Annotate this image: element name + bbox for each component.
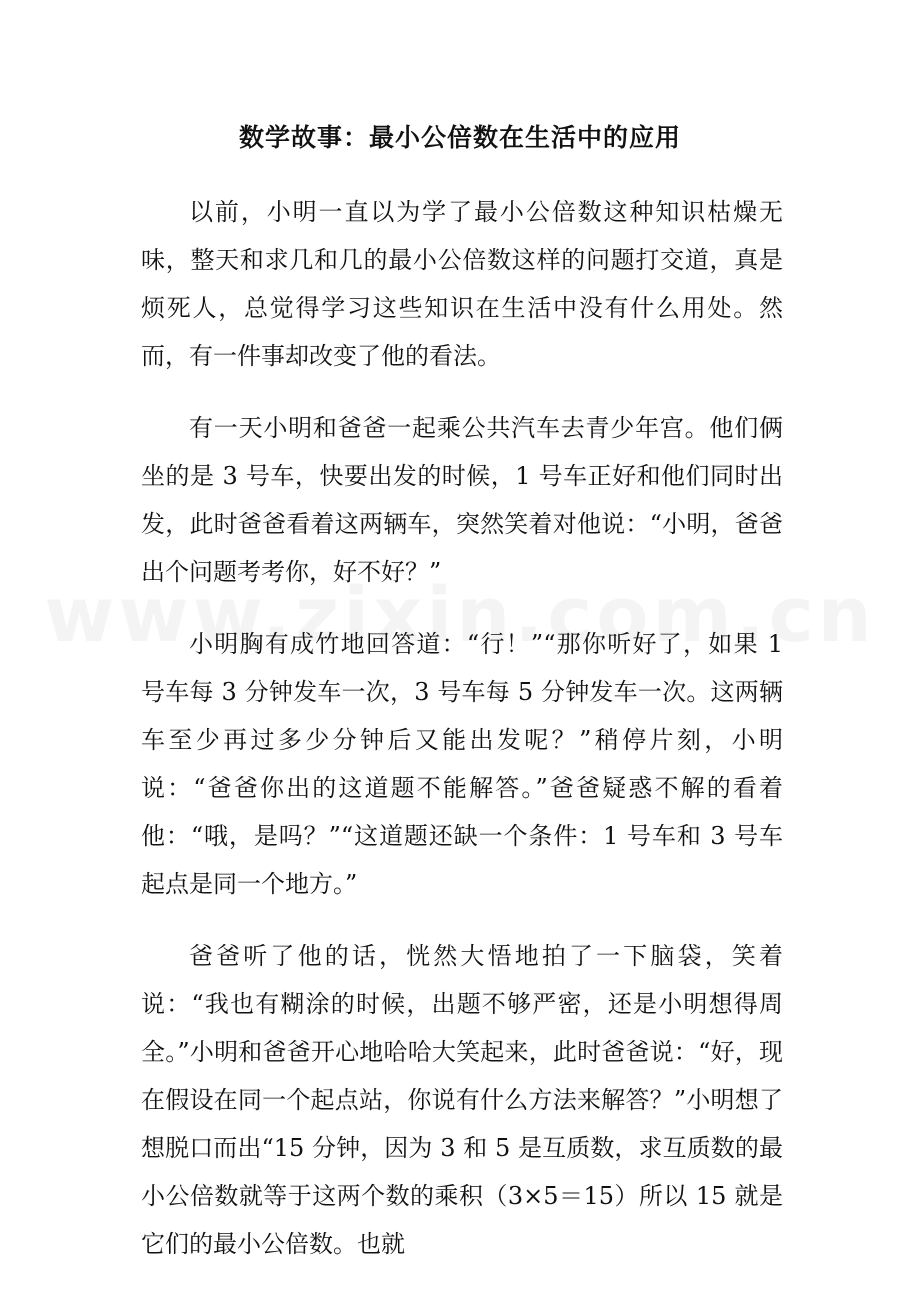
paragraph: 有一天小明和爸爸一起乘公共汽车去青少年宫。他们俩坐的是 3 号车，快要出发的时候，1 号车正好和他们同时出发，此时爸爸看着这两辆车，突然笑着对他说：“小明，爸爸出个问题考考你，好不好？” <box>141 414 783 586</box>
paragraph: 以前，小明一直以为学了最小公倍数这种知识枯燥无味，整天和求几和几的最小公倍数这样的问题打交道，真是烦死人，总觉得学习这些知识在生活中没有什么用处。然而，有一件事却改变了他的看法。 <box>141 198 783 370</box>
document-title: 数学故事：最小公倍数在生活中的应用 <box>238 123 681 152</box>
document-body <box>141 188 783 1292</box>
paragraph: 爸爸听了他的话，恍然大悟地拍了一下脑袋，笑着说：“我也有糊涂的时候，出题不够严密，还是小明想得周全。”小明和爸爸开心地哈哈大笑起来，此时爸爸说：“好，现在假设在同一个起点站，你说有什么方法来解答？”小明想了想脱口而出“15 分钟，因为 3 和 5 是互质数，求互质数的最小公倍数就等于这两个数的乘积（3×5＝15）所以 15 就是它们的最小公倍数。也就 <box>141 942 783 1258</box>
paragraph: 小明胸有成竹地回答道：“行！”“那你听好了，如果 1 号车每 3 分钟发车一次，3 号车每 5 分钟发车一次。这两辆车至少再过多少分钟后又能出发呢？”稍停片刻，小明说：“爸爸你出的这道题不能解答。”爸爸疑惑不解的看着他：“哦，是吗？”“这道题还缺一个条件：1 号车和 3 号车起点是同一个地方。” <box>141 630 783 898</box>
